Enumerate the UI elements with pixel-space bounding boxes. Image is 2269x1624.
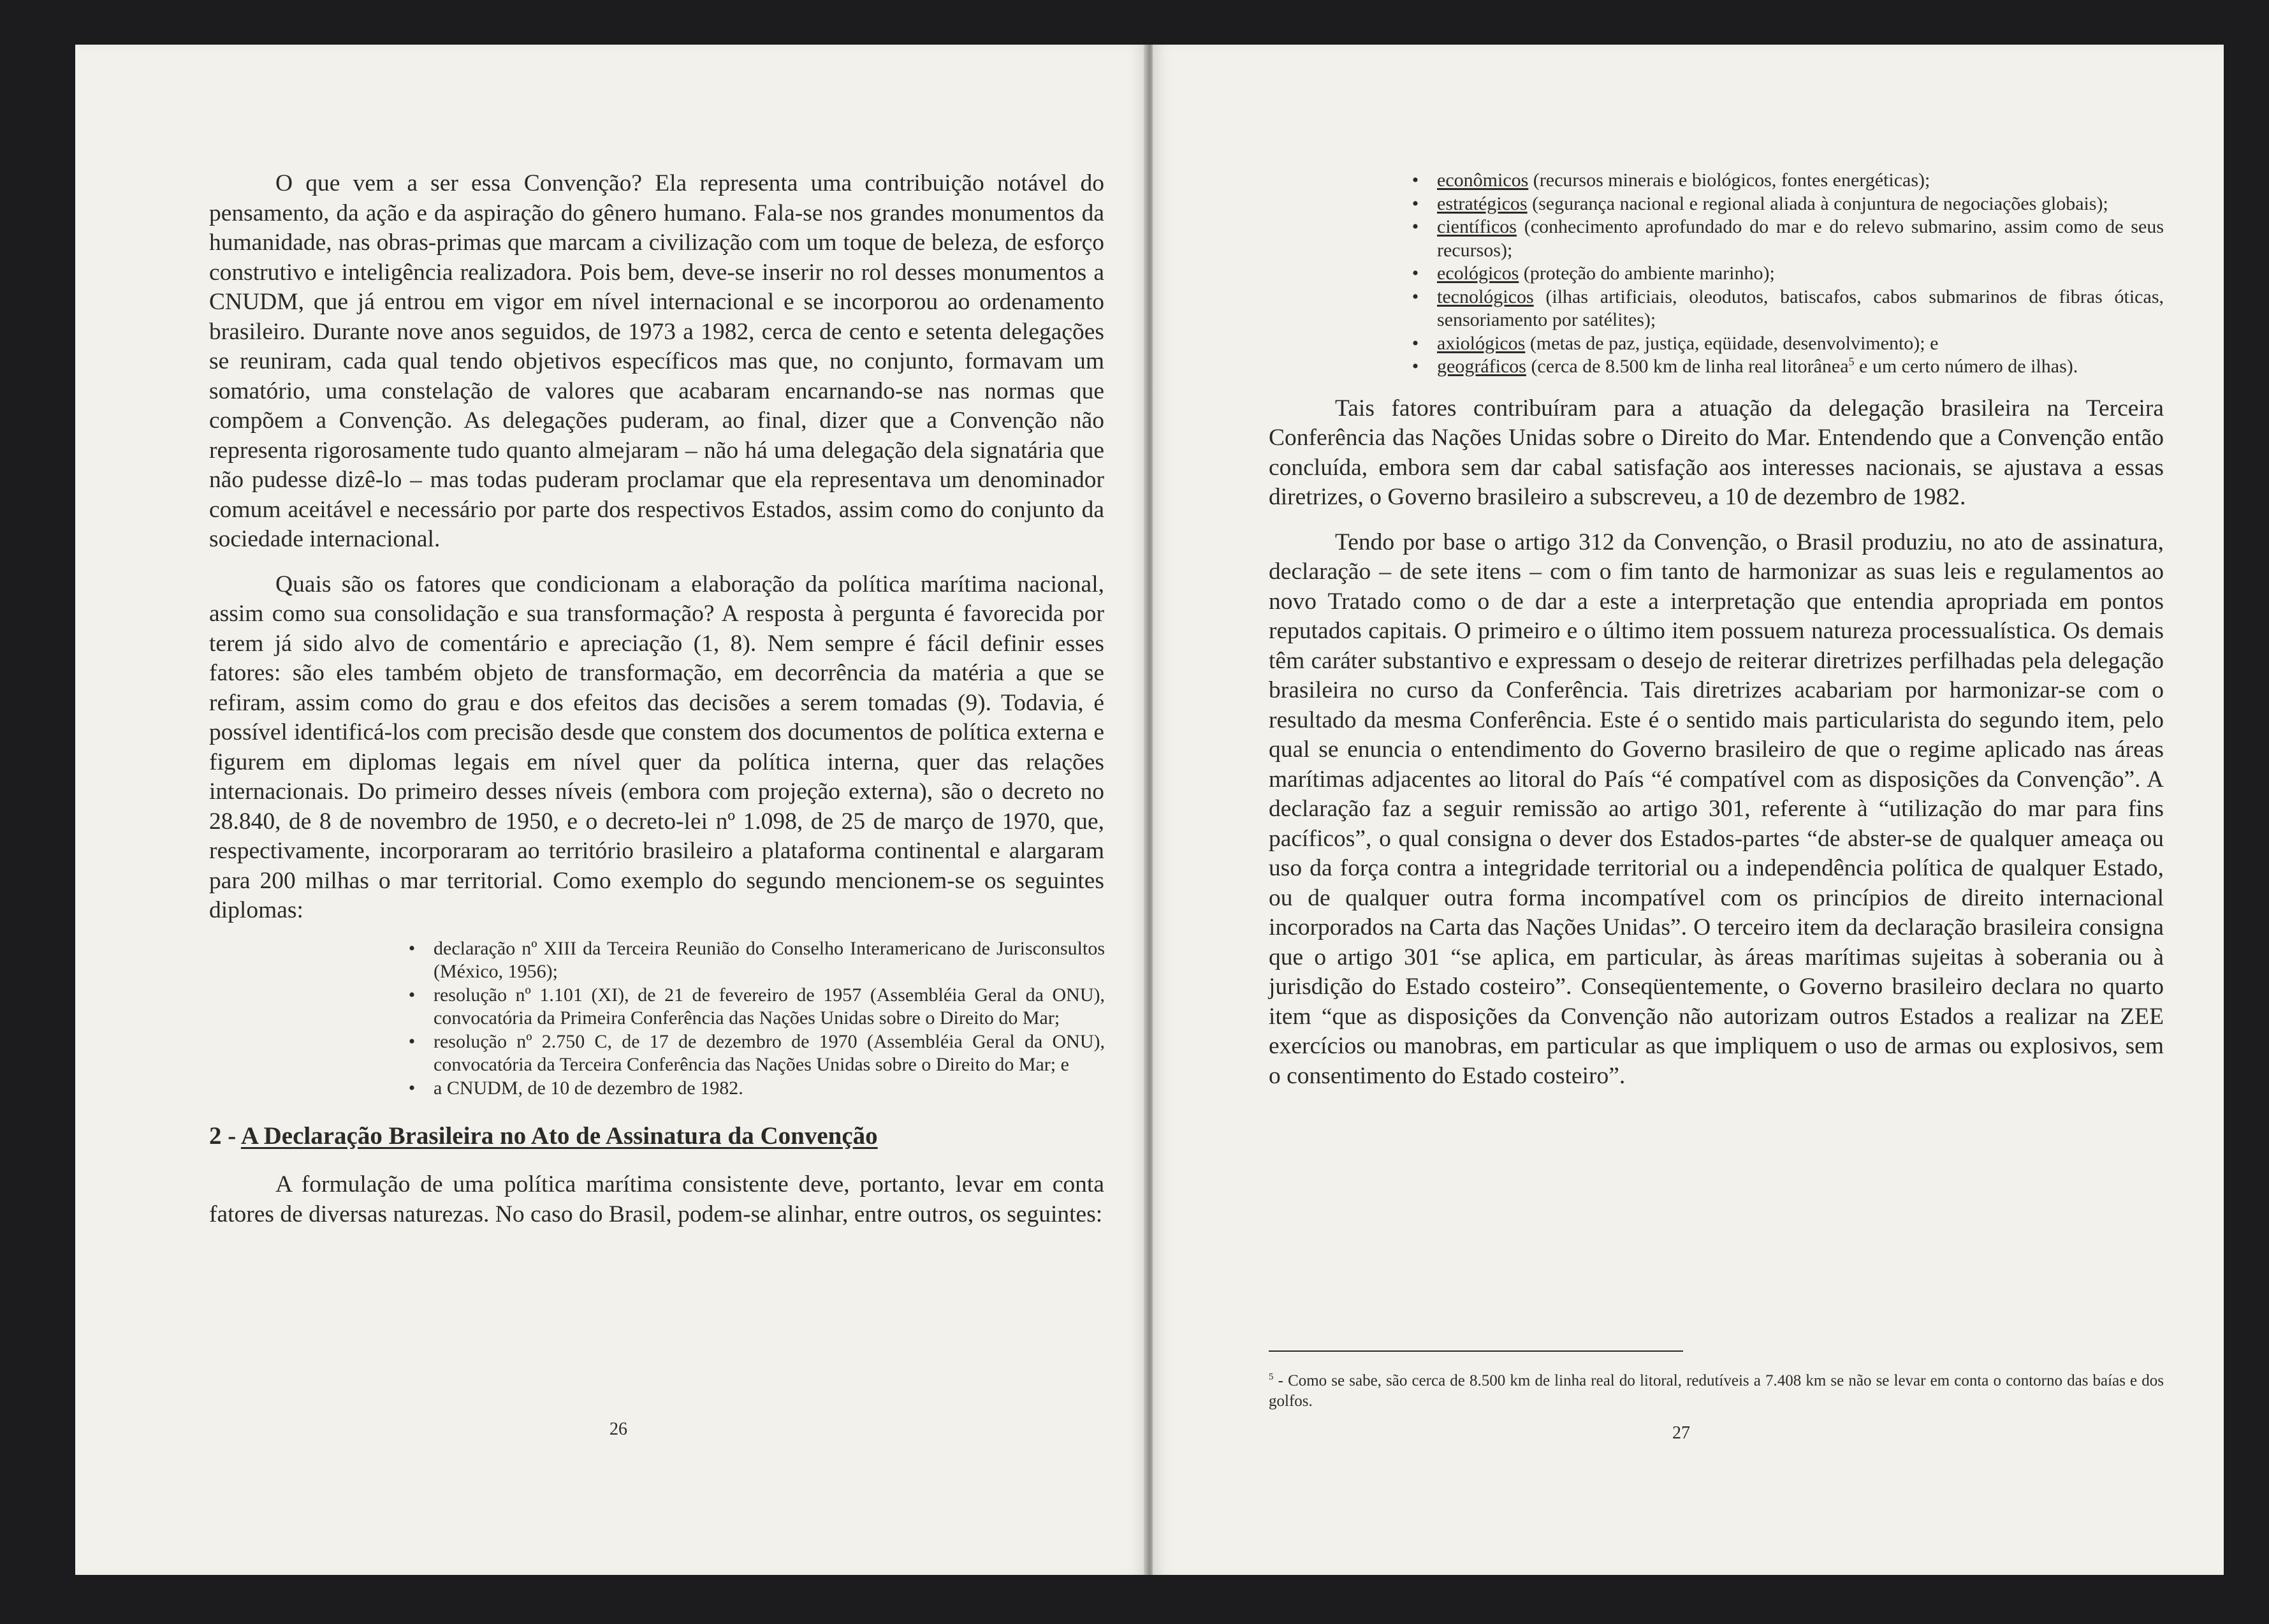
page-number: 27	[1672, 1423, 1690, 1443]
list-item: • estratégicos (segurança nacional e regional aliada à conjuntura de negociações globais);	[1437, 193, 2164, 216]
right-page	[1153, 45, 2224, 1575]
bullet-icon: •	[1412, 216, 1419, 237]
footnote-marker: 5	[1269, 1372, 1274, 1382]
section-heading	[209, 1120, 1104, 1152]
bullet-icon: •	[408, 1030, 416, 1052]
list-item: • declaração nº XIII da Terceira Reunião do Conselho Interamericano de Jurisconsultos (México, 1956);	[434, 937, 1105, 984]
bullet-icon: •	[1412, 263, 1419, 284]
bullet-icon: •	[1412, 170, 1419, 191]
factor-term: axiológicos	[1437, 332, 1526, 354]
list-item: • tecnológicos (ilhas artificiais, oleodutos, batiscafos, cabos submarinos de fibras óticas, sensoriamento por satélites);	[1437, 286, 2164, 332]
bullet-icon: •	[1412, 332, 1419, 354]
left-page-body	[209, 169, 1104, 1229]
list-item: • geográficos (cerca de 8.500 km de linha real litorânea$^5$ e um certo número de ilhas).	[1437, 355, 2164, 379]
factor-term: científicos	[1437, 216, 1517, 237]
factor-term: estratégicos	[1437, 193, 1528, 214]
footnote-divider	[1269, 1350, 1683, 1352]
factor-term: econômicos	[1437, 170, 1529, 191]
paragraph: A formulação de uma política marítima consistente deve, portanto, levar em conta fatores de diversas naturezas. No caso do Brasil, podem-se alinhar, entre outros, os seguintes:	[209, 1171, 1104, 1227]
bullet-icon: •	[1412, 193, 1419, 214]
factor-term: ecológicos	[1437, 263, 1519, 284]
paragraph: Tendo por base o artigo 312 da Convenção, o Brasil produziu, no ato de assinatura, declaração – de sete itens – com o fim tanto de harmonizar as suas leis e regulamentos ao novo Tratado como o de dar a este a interpretação que entendia apropriada em pontos reputados capitais. O primeiro e o último item possuem natureza processualística. Os demais têm caráter substantivo e expressam o desejo de reiterar diretrizes perfilhadas pela delegação brasileira no curso da Conferência. Tais diretrizes acabariam por harmonizar-se com o resultado da mesma Conferência. Este é o sentido mais particularista do segundo item, pelo qual se enuncia o entendimento do Governo brasileiro de que o regime aplicado nas áreas marítimas adjacentes ao litoral do País “é compatível com as disposições da Convenção”. A declaração faz a seguir remissão ao artigo 301, referente à “utilização do mar para fins pacíficos”, o qual consigna o dever dos Estados-partes “de abster-se de qualquer ameaça ou uso da força contra a integridade territorial ou a independência política de qualquer Estado, ou de qualquer outra forma incompatível com os princípios de direito internacional incorporados na Carta das Nações Unidas”. O terceiro item da declaração brasileira consigna que o artigo 301 “se aplica, em particular, às áreas marítimas sujeitas à soberania ou à jurisdição do Estado costeiro”. Conseqüentemente, o Governo brasileiro declara no quarto item “que as disposições da Convenção não autorizam outros Estados a realizar na ZEE exercícios ou manobras, em particular as que impliquem o uso de armas ou explosivos, sem o consentimento do Estado costeiro”.	[1269, 529, 2164, 1089]
factor-term: tecnológicos	[1437, 286, 1534, 307]
list-item: • axiológicos (metas de paz, justiça, eqüidade, desenvolvimento); e	[1437, 332, 2164, 356]
right-page-body	[1269, 169, 2164, 1091]
list-item: • ecológicos (proteção do ambiente marinho);	[1437, 262, 2164, 286]
list-item: • econômicos (recursos minerais e biológicos, fontes energéticas);	[1437, 169, 2164, 193]
footnote-text: - Como se sabe, são cerca de 8.500 km de linha real do litoral, redutíveis a 7.408 km se não se levar em conta o contorno das baías e dos golfos.	[1269, 1372, 2164, 1410]
paragraph: O que vem a ser essa Convenção? Ela representa uma contribuição notável do pensamento, da ação e da aspiração do gênero humano. Fala-se nos grandes monumentos da humanidade, nas obras-primas que marcam a civilização com um toque de beleza, de esforço construtivo e inteligência realizadora. Pois bem, deve-se inserir no rol desses monumentos a CNUDM, que já entrou em vigor em nível internacional e se incorporou ao ordenamento brasileiro. Durante nove anos seguidos, de 1973 a 1982, cerca de cento e setenta delegações se reuniram, cada qual tendo objetivos específicos mas que, no conjunto, formavam um somatório, uma constelação de valores que acabaram encarnando-se nas normas que compõem a Convenção. As delegações puderam, ao final, dizer que a Convenção não representa rigorosamente tudo quanto almejaram – não há uma delegação dela signatária que não pudesse dizê-lo – mas todas puderam proclamar que ela representava um denominador comum aceitável e necessário por parte dos respectivos Estados, assim como do conjunto da sociedade internacional.	[209, 170, 1104, 552]
bullet-icon: •	[408, 984, 416, 1006]
paragraph: Quais são os fatores que condicionam a elaboração da política marítima nacional, assim como sua consolidação e sua transformação? A resposta à pergunta é favorecida por terem já sido alvo de comentário e apreciação (1, 8). Nem sempre é fácil definir esses fatores: são eles também objeto de transformação, em decorrência da matéria a que se refiram, assim como do grau e dos efeitos das decisões a serem tomadas (9). Todavia, é possível identificá-los com precisão desde que constem dos documentos de política externa e figurem em diplomas legais em nível quer da política interna, quer das relações internacionais. Do primeiro desses níveis (embora com projeção externa), são o decreto no 28.840, de 8 de novembro de 1950, e o decreto-lei nº 1.098, de 25 de março de 1970, que, respectivamente, incorporaram ao território brasileiro a plataforma continental e alargaram para 200 milhas o mar territorial. Como exemplo do segundo mencionem-se os seguintes diplomas:	[209, 571, 1104, 923]
bullet-icon: •	[408, 1077, 416, 1099]
left-page	[75, 45, 1146, 1575]
bullet-icon: •	[1412, 286, 1419, 307]
bullet-icon: •	[408, 937, 416, 959]
book-spread	[75, 45, 2224, 1575]
section-number: 2 -	[209, 1122, 237, 1150]
list-item: • científicos (conhecimento aprofundado do mar e do relevo submarino, assim como de seus recursos);	[1437, 216, 2164, 262]
paragraph: Tais fatores contribuíram para a atuação da delegação brasileira na Terceira Conferência das Nações Unidas sobre o Direito do Mar. Entendendo que a Convenção então concluída, embora sem dar cabal satisfação aos interesses nacionais, se ajustava a essas diretrizes, o Governo brasileiro a subscreveu, a 10 de dezembro de 1982.	[1269, 395, 2164, 510]
bullet-icon: •	[1412, 356, 1419, 377]
footnote-reference[interactable]: 5	[1848, 355, 1855, 368]
factor-term: geográficos	[1437, 356, 1526, 377]
list-item: • resolução nº 2.750 C, de 17 de dezembro de 1970 (Assembléia Geral da ONU), convocatória da Terceira Conferência das Nações Unidas sobre o Direito do Mar; e	[434, 1030, 1105, 1077]
list-item: • resolução nº 1.101 (XI), de 21 de fevereiro de 1957 (Assembléia Geral da ONU), convocatória da Primeira Conferência das Nações Unidas sobre o Direito do Mar;	[434, 984, 1105, 1030]
section-title: A Declaração Brasileira no Ato de Assinatura da Convenção	[240, 1122, 878, 1150]
list-item: • a CNUDM, de 10 de dezembro de 1982.	[434, 1077, 1105, 1101]
page-number: 26	[609, 1419, 627, 1439]
diplomas-list	[408, 937, 1105, 1101]
footnote	[1269, 1371, 2164, 1412]
factors-list	[1412, 169, 2164, 379]
